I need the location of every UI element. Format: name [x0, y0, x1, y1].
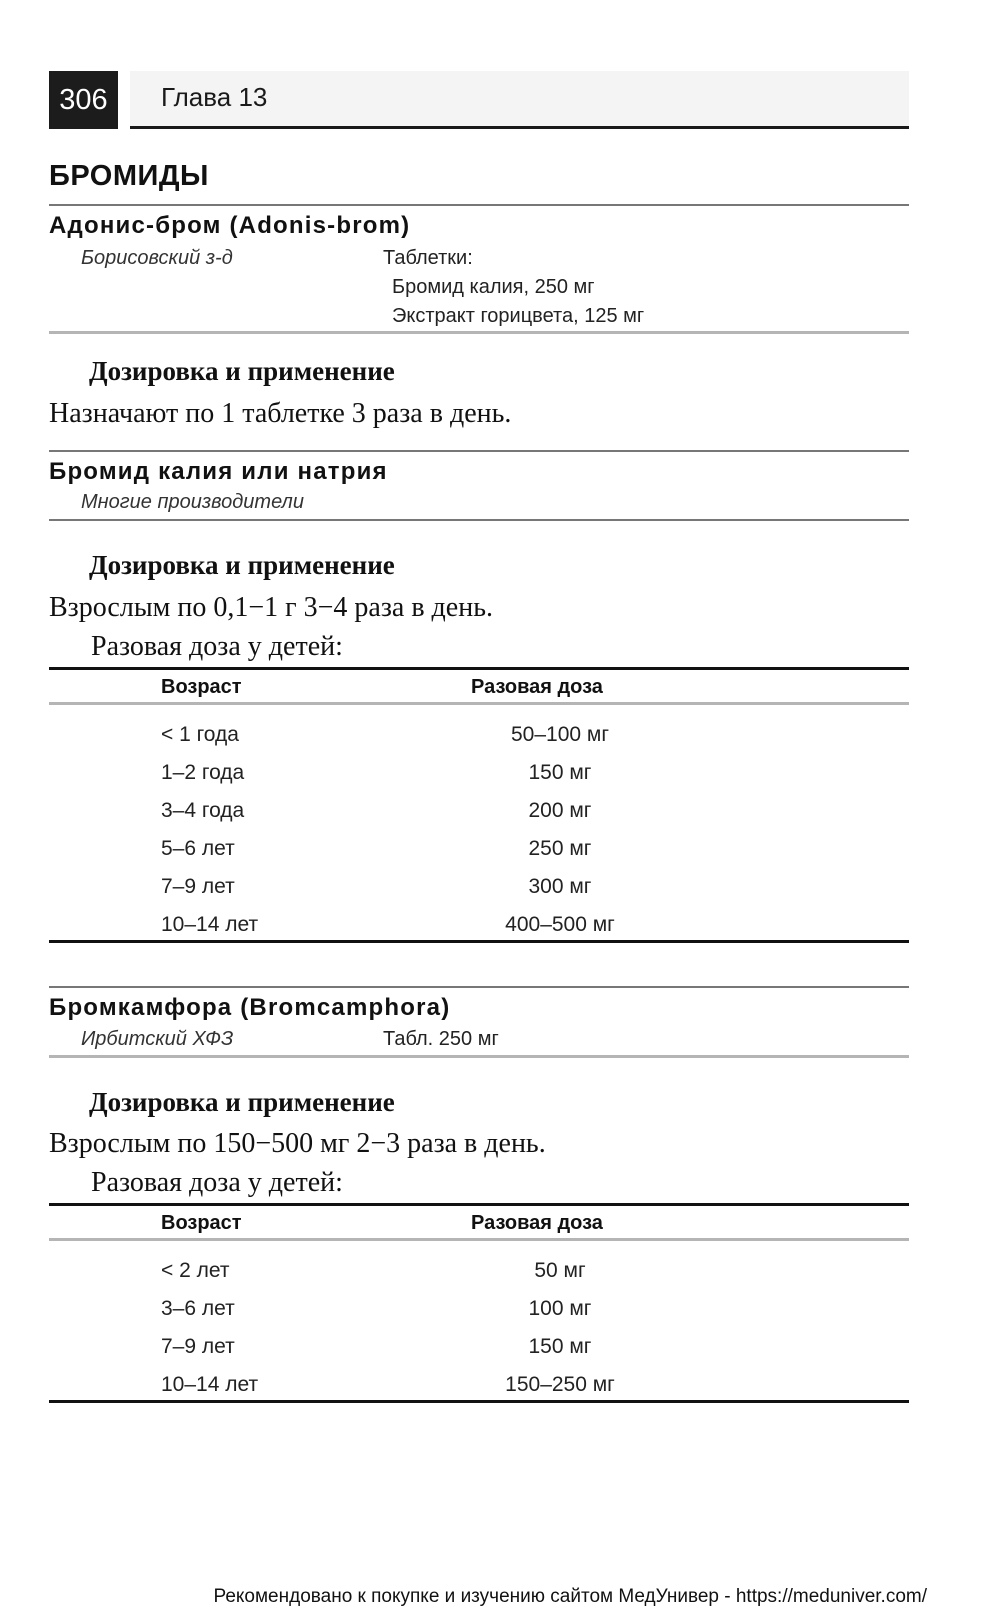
table-cell-age: 10–14 лет [161, 913, 259, 936]
table-cell-age: 10–14 лет [161, 1373, 259, 1396]
table-header-age: Возраст [161, 676, 242, 698]
chapter-title: Глава 13 [161, 82, 268, 112]
table-cell-age: 5–6 лет [161, 837, 235, 860]
table-header-age: Возраст [161, 1212, 242, 1234]
table-top-rule [49, 667, 909, 670]
table-cell-age: 3–6 лет [161, 1297, 235, 1320]
table-cell-dose: 200 мг [528, 799, 592, 822]
table-cell-dose: 100 мг [528, 1297, 592, 1320]
drug-name: Адонис-бром (Adonis-brom) [49, 212, 411, 239]
table-cell-dose: 250 мг [528, 837, 592, 860]
drug-manufacturer: Многие производители [81, 491, 304, 513]
drug-form-line: Экстракт горицвета, 125 мг [392, 305, 645, 327]
drug-form-line: Таблетки: [383, 247, 473, 269]
divider [49, 331, 909, 334]
table-cell-age: 7–9 лет [161, 875, 235, 898]
divider [49, 450, 909, 452]
table-header-dose: Разовая доза [471, 1212, 603, 1234]
dosage-text: Взрослым по 150−500 мг 2−3 раза в день. [49, 1128, 546, 1159]
divider [49, 1055, 909, 1058]
divider [49, 986, 909, 988]
table-cell-age: 7–9 лет [161, 1335, 235, 1358]
table-cell-dose: 150 мг [528, 761, 592, 784]
table-cell-dose: 300 мг [528, 875, 592, 898]
table-cell-age: < 1 года [161, 723, 239, 746]
header-rule [130, 126, 909, 129]
table-cell-dose: 400–500 мг [505, 913, 615, 936]
table-cell-dose: 50–100 мг [510, 723, 609, 746]
drug-form-line: Бромид калия, 250 мг [392, 276, 595, 298]
section-title: БРОМИДЫ [49, 160, 209, 192]
drug-manufacturer: Ирбитский ХФЗ [81, 1028, 234, 1050]
drug-name: Бромид калия или натрия [49, 458, 388, 485]
table-cell-dose: 50 мг [534, 1259, 586, 1282]
table-cell-age: 1–2 года [161, 761, 245, 784]
divider [49, 519, 909, 521]
dosage-heading: Дозировка и применение [89, 550, 395, 580]
footer-recommendation: Рекомендовано к покупке и изучению сайтом МедУнивер - https://meduniver.com/ [213, 1586, 927, 1607]
children-dose-label: Разовая доза у детей: [91, 631, 343, 662]
table-cell-dose: 150–250 мг [505, 1373, 615, 1396]
divider [49, 204, 909, 206]
table-bottom-rule [49, 940, 909, 943]
dosage-heading: Дозировка и применение [89, 1087, 395, 1117]
drug-name: Бромкамфора (Bromcamphora) [49, 994, 451, 1021]
table-cell-age: < 2 лет [161, 1259, 230, 1282]
table-cell-dose: 150 мг [528, 1335, 592, 1358]
page-number: 306 [49, 71, 118, 129]
table-cell-age: 3–4 года [161, 799, 245, 822]
dosage-text: Взрослым по 0,1−1 г 3−4 раза в день. [49, 592, 493, 623]
children-dose-label: Разовая доза у детей: [91, 1167, 343, 1198]
table-header-dose: Разовая доза [471, 676, 603, 698]
dosage-heading: Дозировка и применение [89, 356, 395, 386]
drug-form-line: Табл. 250 мг [383, 1028, 499, 1050]
drug-manufacturer: Борисовский з-д [81, 247, 233, 269]
table-header-rule [49, 702, 909, 705]
table-top-rule [49, 1203, 909, 1206]
table-bottom-rule [49, 1400, 909, 1403]
table-header-rule [49, 1238, 909, 1241]
dosage-text: Назначают по 1 таблетке 3 раза в день. [49, 398, 512, 429]
